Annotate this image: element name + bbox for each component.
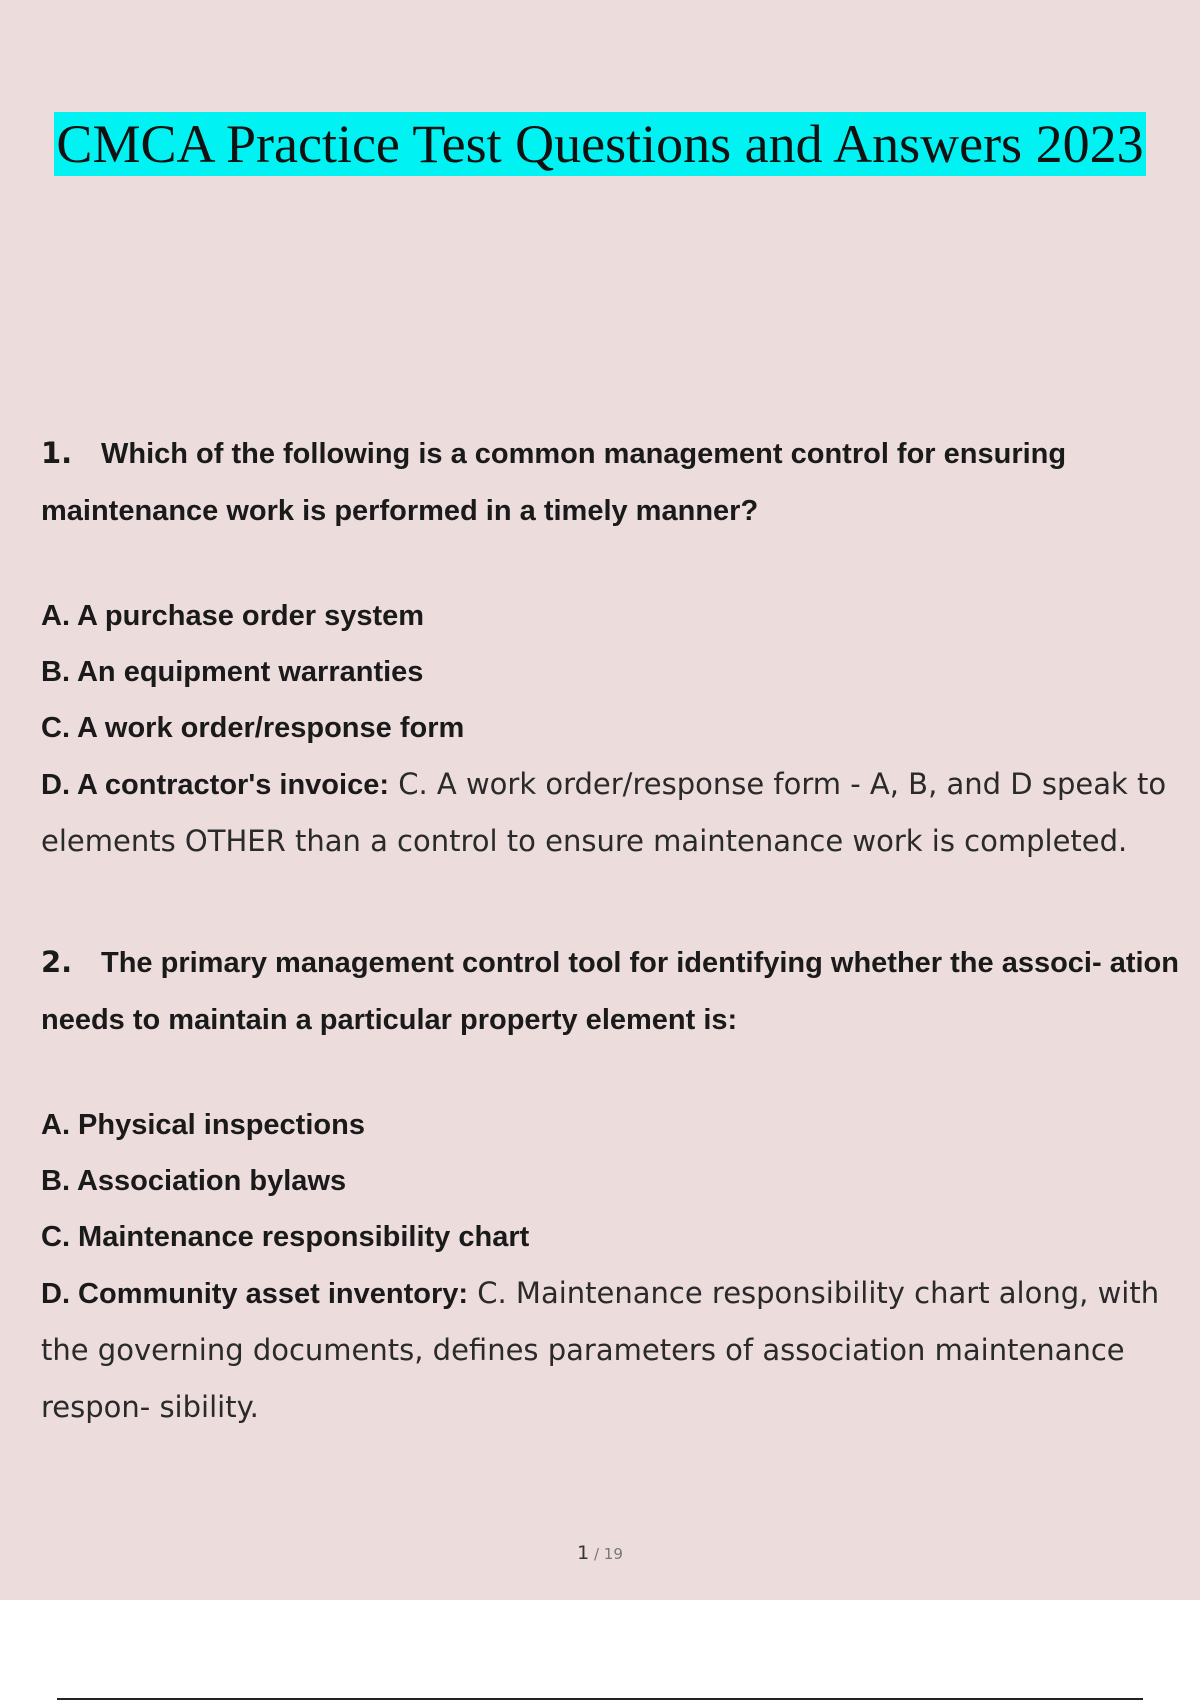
option-d-with-answer	[41, 756, 1181, 870]
questions-container	[41, 425, 1181, 1436]
page-current: 1	[577, 1542, 590, 1564]
answer-explanation: C. A work order/response form - A, B, and D speak to elements OTHER than a control to ensure maintenance work is completed.	[41, 767, 1167, 858]
title-container	[0, 112, 1200, 176]
question-number: 1.	[41, 436, 73, 470]
option-c: C. Maintenance responsibility chart	[41, 1221, 530, 1253]
question-text	[41, 425, 1181, 540]
option-a: A. Physical inspections	[41, 1109, 365, 1141]
option-d: D. Community asset inventory:	[41, 1278, 469, 1310]
document-title: CMCA Practice Test Questions and Answers 2023	[56, 114, 1144, 174]
option-b: B. An equipment warranties	[41, 656, 424, 688]
option-b: B. Association bylaws	[41, 1165, 347, 1197]
option-a: A. A purchase order system	[41, 600, 425, 632]
question-prompt: Which of the following is a common management control for ensuring maintenance work is performed in a timely manner?	[41, 438, 1067, 527]
question-text	[41, 934, 1181, 1049]
option-d-with-answer	[41, 1265, 1181, 1436]
question-number: 2.	[41, 945, 73, 979]
question-block-1	[41, 425, 1181, 870]
page-total: / 19	[589, 1545, 623, 1563]
option-d: D. A contractor's invoice:	[41, 769, 389, 801]
answer-explanation: C. Maintenance responsibility chart along, with the governing documents, defines parameters of association maintenance respon- sibility.	[41, 1276, 1160, 1424]
page-indicator	[0, 1542, 1200, 1564]
options-list	[41, 588, 1181, 870]
question-prompt: The primary management control tool for identifying whether the associ- ation needs to maintain a particular property element is:	[41, 947, 1179, 1036]
question-block-2	[41, 934, 1181, 1436]
options-list	[41, 1097, 1181, 1436]
option-c: C. A work order/response form	[41, 712, 465, 744]
